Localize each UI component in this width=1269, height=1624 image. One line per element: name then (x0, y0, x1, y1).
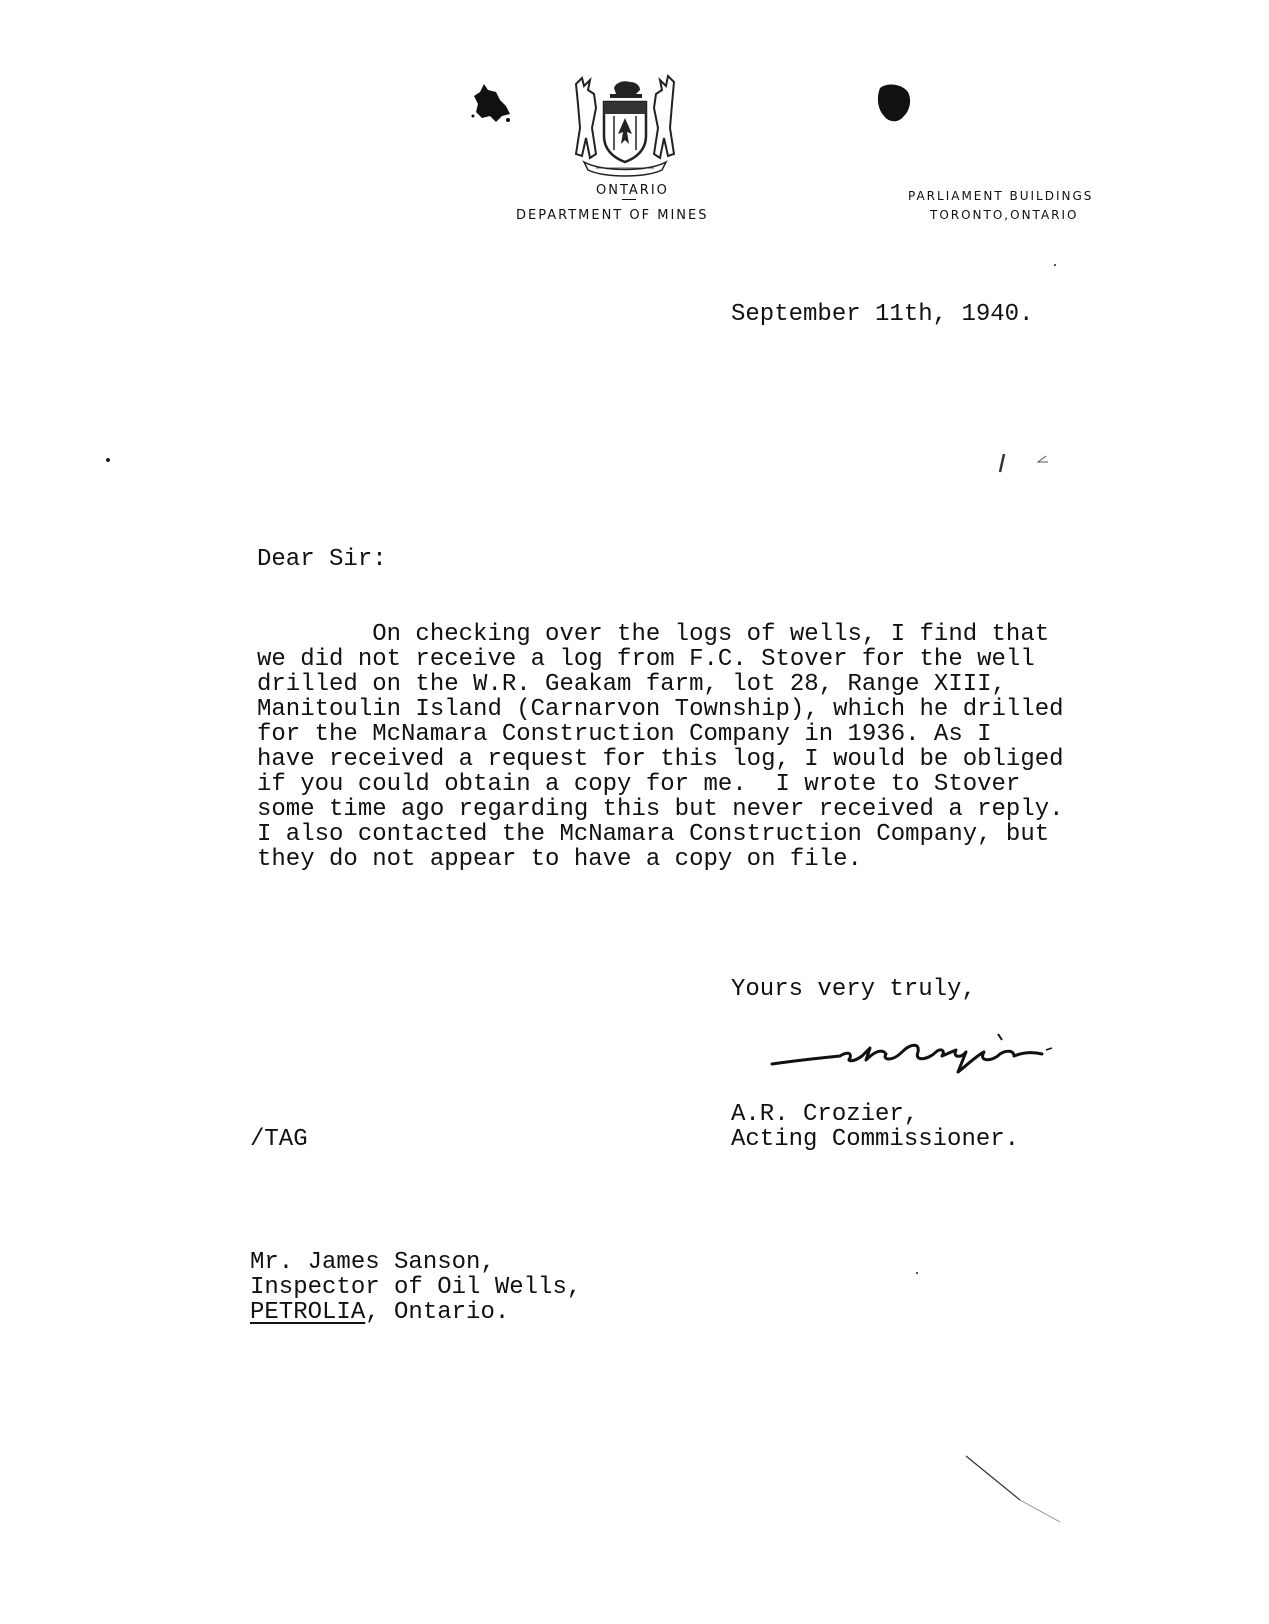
recipient-title: Inspector of Oil Wells, (250, 1274, 582, 1301)
body-line: we did not receive a log from F.C. Stover for the well (257, 646, 1035, 673)
body-line: I also contacted the McNamara Construction Company, but (257, 821, 1050, 848)
body-line: they do not appear to have a copy on file. (257, 846, 862, 873)
pen-mark-icon (980, 446, 1080, 486)
letterhead-address-line1: PARLIAMENT BUILDINGS (908, 189, 1094, 203)
letter-body (257, 622, 1064, 872)
letterhead-divider (622, 199, 636, 200)
body-line: for the McNamara Construction Company in 1936. As I (257, 721, 992, 748)
body-line: On checking over the logs of wells, I find that (257, 621, 1050, 648)
body-line: Manitoulin Island (Carnarvon Township), which he drilled (257, 696, 1064, 723)
reference-initials: /TAG (250, 1126, 308, 1153)
recipient-province: , Ontario. (365, 1299, 510, 1326)
scan-scratch-icon (960, 1450, 1070, 1530)
body-line: have received a request for this log, I would be obliged (257, 746, 1064, 773)
body-line: drilled on the W.R. Geakam farm, lot 28, Range XIII, (257, 671, 1006, 698)
letter-date: September 11th, 1940. (731, 301, 1034, 328)
signer-name: A.R. Crozier, (731, 1101, 919, 1128)
handwritten-signature-icon (770, 1022, 1090, 1082)
body-line: some time ago regarding this but never received a reply. (257, 796, 1064, 823)
letterhead-address-line2: TORONTO,ONTARIO (930, 208, 1079, 222)
scan-speck (1054, 264, 1056, 266)
ink-blot-icon (872, 80, 914, 126)
body-line: if you could obtain a copy for me. I wrote to Stover (257, 771, 1021, 798)
letter-salutation: Dear Sir: (257, 546, 387, 573)
letterhead-province: ONTARIO (596, 183, 669, 198)
ink-blot-icon (470, 80, 512, 124)
recipient-city: PETROLIA (250, 1299, 366, 1326)
scan-speck (106, 458, 110, 462)
signer-title: Acting Commissioner. (731, 1126, 1020, 1153)
ontario-coat-of-arms-icon (566, 74, 684, 178)
recipient-name: Mr. James Sanson, (250, 1249, 495, 1276)
recipient-address (250, 1300, 509, 1325)
letterhead-department: DEPARTMENT OF MINES (516, 208, 709, 223)
scan-speck (916, 1272, 918, 1274)
letter-closing: Yours very truly, (731, 976, 976, 1003)
